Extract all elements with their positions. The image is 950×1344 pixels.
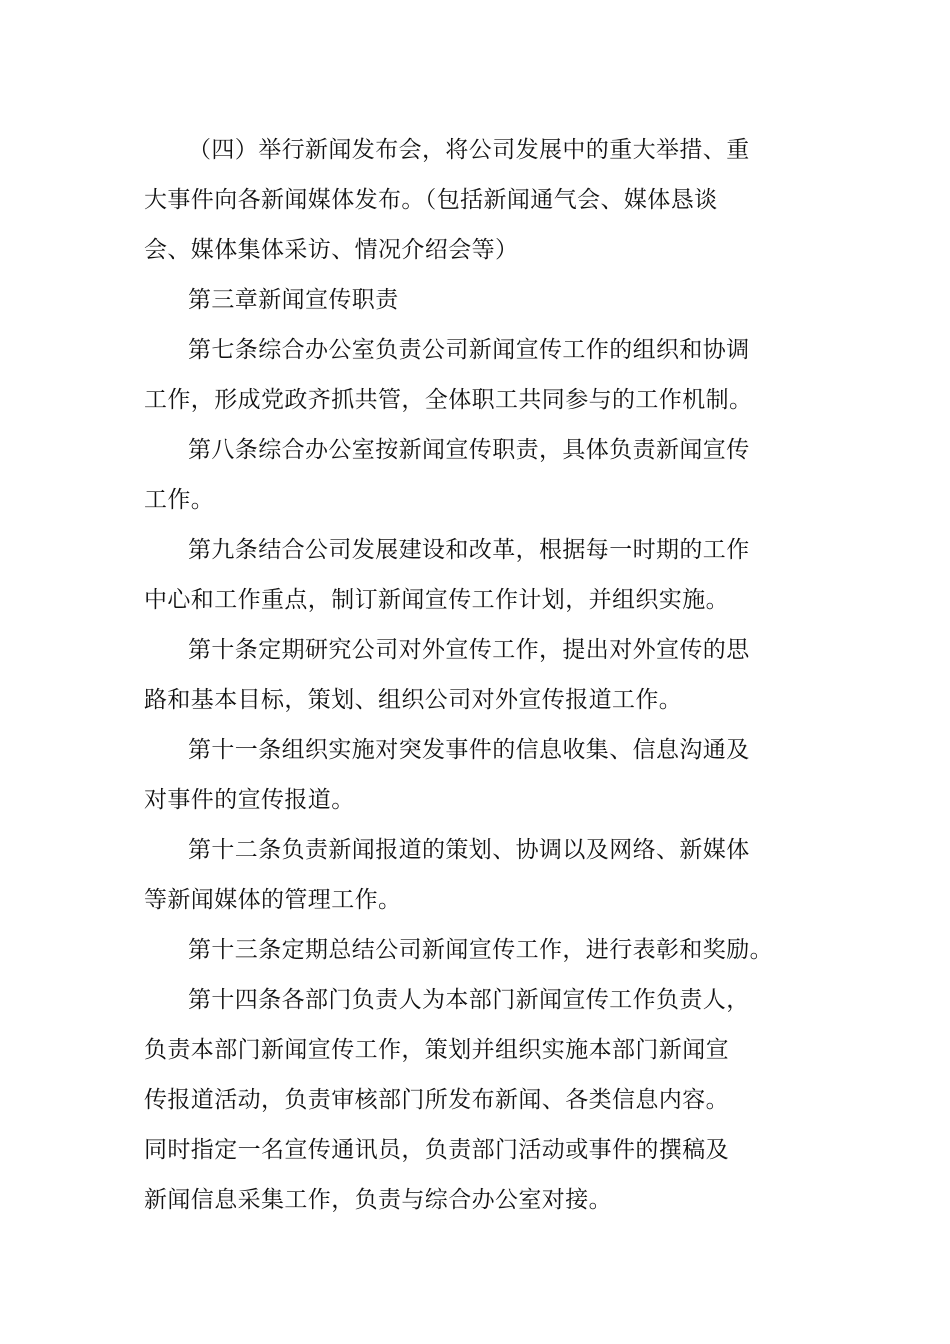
article-line: 工作。 bbox=[144, 487, 215, 513]
paragraph-line: 大事件向各新闻媒体发布。（包括新闻通气会、媒体恳谈 bbox=[144, 187, 718, 213]
article-line: 新闻信息采集工作，负责与综合办公室对接。 bbox=[144, 1187, 612, 1213]
article-line: 路和基本目标，策划、组织公司对外宣传报道工作。 bbox=[144, 687, 683, 713]
article-line: 工作，形成党政齐抓共管，全体职工共同参与的工作机制。 bbox=[144, 387, 753, 413]
article-line: 第十二条负责新闻报道的策划、协调以及网络、新媒体 bbox=[188, 837, 750, 863]
article-line: 第九条结合公司发展建设和改革，根据每一时期的工作 bbox=[188, 537, 750, 563]
article-line: 对事件的宣传报道。 bbox=[144, 787, 355, 813]
article-line: 第十三条定期总结公司新闻宣传工作，进行表彰和奖励。 bbox=[188, 937, 773, 963]
paragraph-line: （四）举行新闻发布会，将公司发展中的重大举措、重 bbox=[188, 137, 750, 163]
article-line: 第七条综合办公室负责公司新闻宣传工作的组织和协调 bbox=[188, 337, 750, 363]
chapter-heading: 第三章新闻宣传职责 bbox=[188, 287, 399, 313]
article-line: 第十条定期研究公司对外宣传工作，提出对外宣传的思 bbox=[188, 637, 750, 663]
article-line: 传报道活动，负责审核部门所发布新闻、各类信息内容。 bbox=[144, 1087, 729, 1113]
article-line: 第十一条组织实施对突发事件的信息收集、信息沟通及 bbox=[188, 737, 750, 763]
article-line: 负责本部门新闻宣传工作，策划并组织实施本部门新闻宣 bbox=[144, 1037, 729, 1063]
article-line: 第八条综合办公室按新闻宣传职责，具体负责新闻宣传 bbox=[188, 437, 750, 463]
article-line: 中心和工作重点，制订新闻宣传工作计划，并组织实施。 bbox=[144, 587, 729, 613]
article-line: 第十四条各部门负责人为本部门新闻宣传工作负责人， bbox=[188, 987, 750, 1013]
article-line: 等新闻媒体的管理工作。 bbox=[144, 887, 402, 913]
paragraph-line: 会、媒体集体采访、情况介绍会等） bbox=[144, 237, 519, 263]
article-line: 同时指定一名宣传通讯员，负责部门活动或事件的撰稿及 bbox=[144, 1137, 729, 1163]
